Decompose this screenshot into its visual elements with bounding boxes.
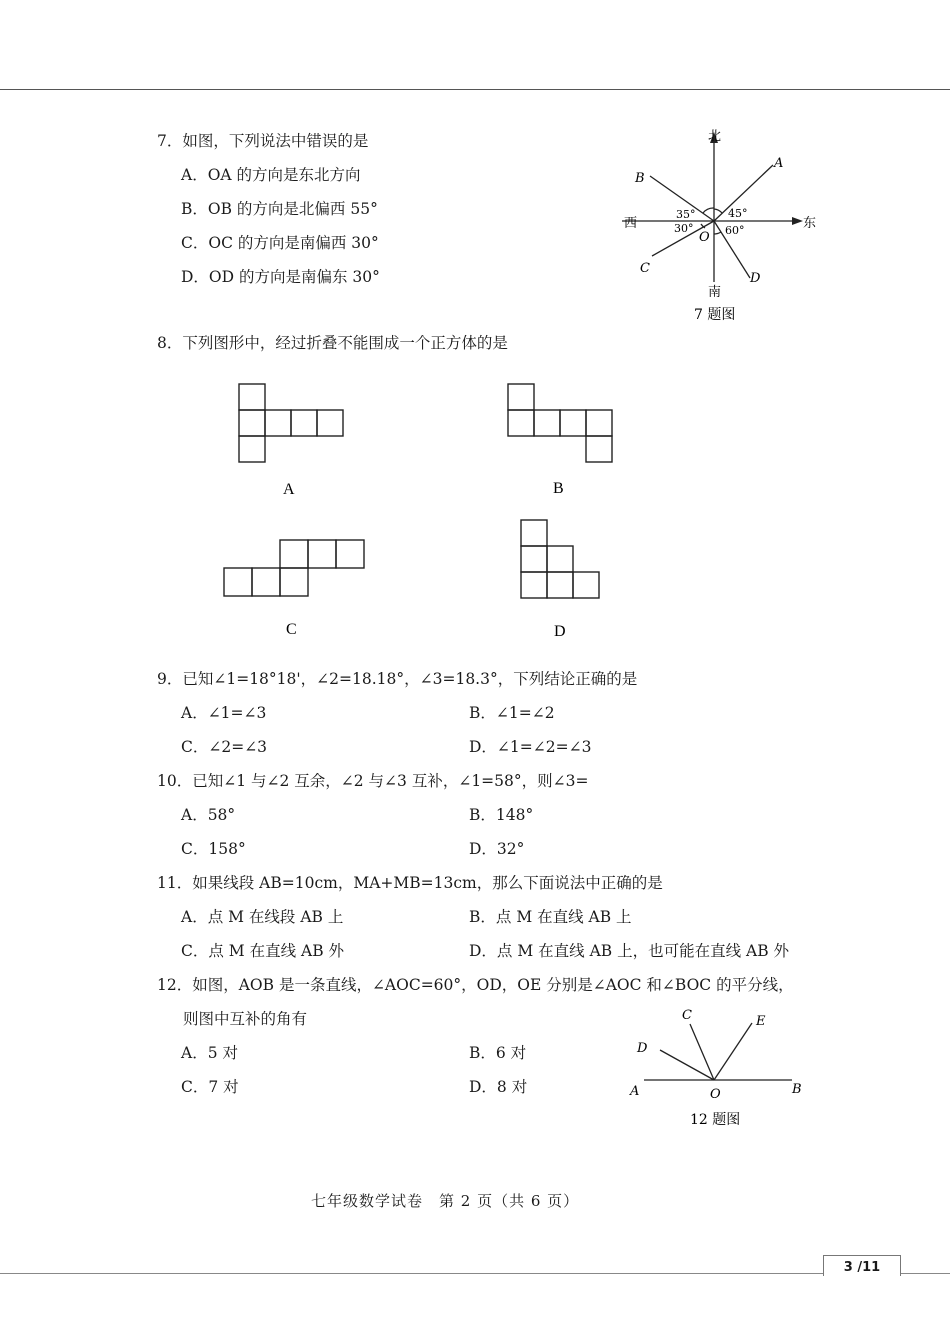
label-c: C xyxy=(682,1008,692,1023)
q9-option-b: B．∠1=∠2 xyxy=(469,704,555,722)
top-rule xyxy=(0,89,950,90)
q10-option-b: B．148° xyxy=(469,806,534,824)
net-a xyxy=(239,384,343,462)
q12-stem: 12．如图，AOB 是一条直线，∠AOC=60°，OD，OE 分别是∠AOC 和∠BOC 的平分线， xyxy=(157,976,794,994)
net-a-label: A xyxy=(283,481,295,498)
label-a: A xyxy=(774,156,784,171)
net-c-label: C xyxy=(286,621,297,638)
net-c xyxy=(224,540,364,596)
label-b: B xyxy=(635,171,645,186)
label-d: D xyxy=(750,271,761,286)
q12-angle-figure xyxy=(620,1002,820,1132)
ray-oc xyxy=(690,1024,714,1080)
bottom-rule xyxy=(0,1273,950,1274)
q12-option-d: D．8 对 xyxy=(469,1078,528,1096)
label-d: D xyxy=(637,1041,648,1056)
q7-option-c: C．OC 的方向是南偏西 30° xyxy=(181,234,379,252)
q11-option-a: A．点 M 在线段 AB 上 xyxy=(181,908,344,926)
label-south: 南 xyxy=(708,285,722,300)
label-o: O xyxy=(710,1087,721,1102)
q12-option-b: B．6 对 xyxy=(469,1044,527,1062)
q9-option-d: D．∠1=∠2=∠3 xyxy=(469,738,592,756)
q7-compass-figure xyxy=(610,124,830,330)
q7-figure-caption: 7 题图 xyxy=(694,307,736,323)
net-d-label: D xyxy=(554,623,566,640)
label-c: C xyxy=(640,261,650,276)
q12-option-c: C．7 对 xyxy=(181,1078,239,1096)
q9-stem: 9．已知∠1=18°18'，∠2=18.18°，∠3=18.3°，下列结论正确的是 xyxy=(157,670,638,688)
q12-stem-line2: 则图中互补的角有 xyxy=(183,1010,308,1028)
q11-option-c: C．点 M 在直线 AB 外 xyxy=(181,942,345,960)
q11-option-b: B．点 M 在直线 AB 上 xyxy=(469,908,632,926)
label-b: B xyxy=(792,1082,802,1097)
label-o: O xyxy=(699,230,710,245)
q10-option-d: D．32° xyxy=(469,840,525,858)
ray-oe xyxy=(714,1023,752,1080)
net-b xyxy=(508,384,612,462)
q10-stem: 10．已知∠1 与∠2 互余，∠2 与∠3 互补，∠1=58°，则∠3= xyxy=(157,772,589,790)
net-d xyxy=(521,520,599,598)
q12-option-a: A．5 对 xyxy=(181,1044,238,1062)
q12-figure-caption: 12 题图 xyxy=(690,1112,741,1128)
east-arrowhead xyxy=(792,217,803,225)
q10-option-c: C．158° xyxy=(181,840,246,858)
page-footer: 七年级数学试卷 第 2 页（共 6 页） xyxy=(311,1192,580,1210)
page-indicator: 3 /11 xyxy=(823,1255,901,1276)
label-north: 北 xyxy=(708,129,722,144)
q8-cube-nets-figure xyxy=(200,376,650,646)
q10-option-a: A．58° xyxy=(181,806,236,824)
q7-stem: 7．如图，下列说法中错误的是 xyxy=(157,132,369,150)
q7-option-a: A．OA 的方向是东北方向 xyxy=(181,166,361,184)
angle-45: 45° xyxy=(728,207,748,220)
label-west: 西 xyxy=(624,216,638,231)
label-east: 东 xyxy=(803,216,817,231)
q8-stem: 8．下列图形中，经过折叠不能围成一个正方体的是 xyxy=(157,334,508,352)
q11-stem: 11．如果线段 AB=10cm，MA+MB=13cm，那么下面说法中正确的是 xyxy=(157,874,663,892)
angle-60: 60° xyxy=(725,224,745,237)
net-b-label: B xyxy=(553,480,564,497)
q9-option-a: A．∠1=∠3 xyxy=(181,704,267,722)
label-e: E xyxy=(756,1014,766,1029)
ray-od xyxy=(660,1050,714,1080)
q11-option-d: D．点 M 在直线 AB 上，也可能在直线 AB 外 xyxy=(469,942,790,960)
q7-option-d: D．OD 的方向是南偏东 30° xyxy=(181,268,380,286)
angle-35: 35° xyxy=(676,208,696,221)
q9-option-c: C．∠2=∠3 xyxy=(181,738,268,756)
label-a: A xyxy=(630,1084,640,1099)
angle-30: 30° xyxy=(674,222,694,235)
q7-option-b: B．OB 的方向是北偏西 55° xyxy=(181,200,378,218)
